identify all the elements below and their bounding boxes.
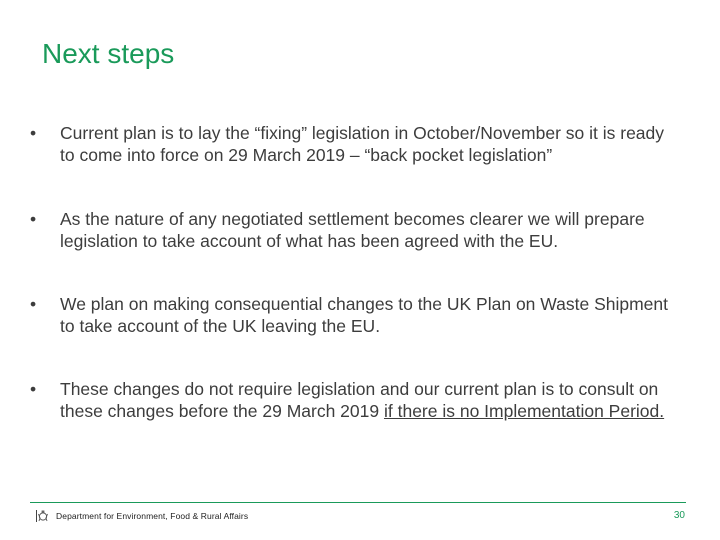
bullet-marker: • [30,209,37,229]
bullet-marker: • [30,294,37,314]
department-name: Department for Environment, Food & Rural Affairs [56,511,249,521]
bullet-item [30,294,680,337]
bullet-text: These changes do not require legislation and our current plan is to consult on these changes before the 29 March 2019 [60,379,659,421]
footer-divider [30,502,686,503]
royal-crest-icon [36,509,50,523]
bullet-text: As the nature of any negotiated settlement becomes clearer we will prepare legislation to take account of what has been agreed with the EU. [60,209,645,251]
bullet-marker: • [30,123,37,143]
bullet-marker: • [30,379,37,399]
footer [36,508,248,524]
bullet-text: Current plan is to lay the “fixing” legislation in October/November so it is ready to come into force on 29 March 2019 – “back pocket legislation” [60,123,665,165]
bullet-list [30,123,680,422]
bullet-item [30,379,680,422]
bullet-item [30,209,680,252]
page-number: 30 [673,510,685,521]
slide-title: Next steps [42,38,175,69]
bullet-text: We plan on making consequential changes to the UK Plan on Waste Shipment to take account of the UK leaving the EU. [60,294,669,336]
bullet-text-underlined: if there is no Implementation Period. [383,400,665,421]
bullet-item [30,123,680,166]
